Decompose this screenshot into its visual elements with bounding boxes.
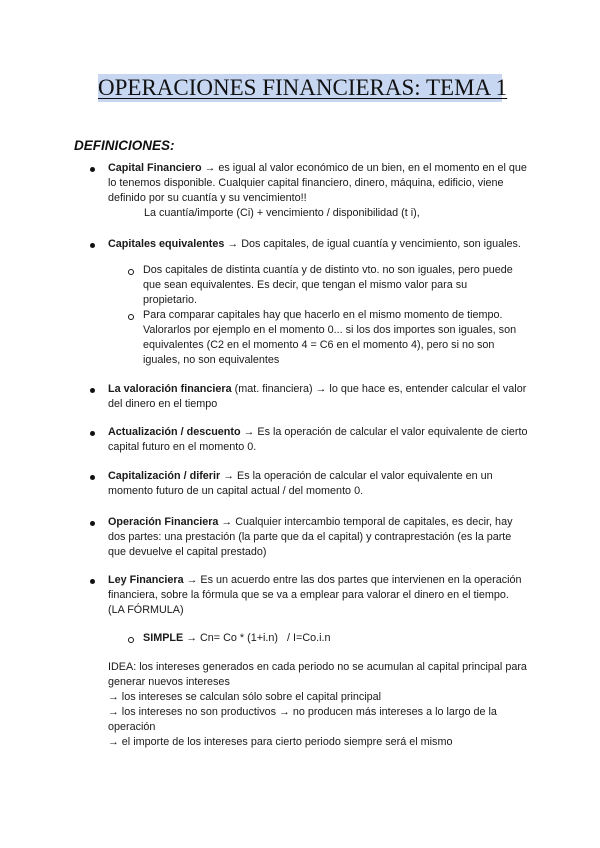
bullet-icon bbox=[90, 243, 95, 248]
definition-text: Cualquier intercambio temporal de capitales, es decir, hay dos partes: una prestación (la parte que da el capital) y contraprestación (es la parte que devuelve el capital prestado) bbox=[108, 516, 513, 558]
definition-capitales-equivalentes bbox=[108, 237, 528, 252]
definition-text: Es un acuerdo entre las dos partes que intervienen en la operación financiera, sobre la fórmula que se va a emplear para valorar el dinero en el tiempo. (LA FÓRMULA) bbox=[108, 574, 522, 616]
definition-term: Operación Financiera bbox=[108, 516, 219, 528]
definition-arrow: → bbox=[220, 470, 237, 482]
definition-term: Capitales equivalentes bbox=[108, 238, 225, 250]
definition-arrow: → bbox=[183, 574, 201, 586]
definition-capitalizacion bbox=[108, 469, 528, 499]
definition-arrow: → bbox=[218, 516, 236, 528]
idea-intro: IDEA: los intereses generados en cada periodo no se acumulan al capital principal para generar nuevos intereses bbox=[108, 661, 527, 688]
sub-bullet-icon bbox=[128, 637, 134, 643]
bullet-icon bbox=[90, 167, 95, 172]
bullet-icon bbox=[90, 388, 95, 393]
definition-actualizacion bbox=[108, 425, 528, 455]
definition-text: es igual al valor económico de un bien, en el momento en el que lo tenemos disponible. Cualquier capital financiero, dinero, máquina, edificio, viene definido por su cuantía y su vencimiento!! bbox=[108, 162, 527, 204]
sub-bullet-icon bbox=[128, 314, 134, 320]
definition-term: La valoración financiera bbox=[108, 383, 232, 395]
idea-point: → los intereses se calculan sólo sobre el capital principal bbox=[108, 691, 382, 703]
bullet-icon bbox=[90, 579, 95, 584]
idea-point: → los intereses no son productivos → no producen más intereses a lo largo de la operación bbox=[108, 706, 497, 733]
sub-point: Dos capitales de distinta cuantía y de distinto vto. no son iguales, pero puede que sean equivalentes. Es decir, que tengan el mismo valor para su propietario. bbox=[143, 264, 513, 306]
definition-operacion-financiera bbox=[108, 515, 528, 560]
formula-term: SIMPLE bbox=[143, 632, 184, 644]
definition-valoracion-financiera bbox=[108, 382, 528, 412]
idea-point: → el importe de los intereses para cierto periodo siempre será el mismo bbox=[108, 736, 453, 748]
bullet-icon bbox=[90, 431, 95, 436]
definition-note: La cuantía/importe (Ci) + vencimiento / disponibilidad (t i), bbox=[144, 207, 420, 219]
sub-bullet-icon bbox=[128, 269, 134, 275]
definition-capital-financiero bbox=[108, 161, 528, 206]
formula-text: → Cn= Co * (1+i.n) / I=Co.i.n bbox=[183, 632, 331, 644]
sub-point: Para comparar capitales hay que hacerlo en el mismo momento de tiempo. Valorarlos por ejemplo en el momento 0... si los dos importes son iguales, son equivalentes (C2 en el momento 4 = C6 en el momento 4), pero si no son iguales, no son equivalentes bbox=[143, 309, 517, 366]
definition-text: (mat. financiera) → lo que hace es, entender calcular el valor del dinero en el tiempo bbox=[108, 383, 527, 410]
definition-term: Capitalización / diferir bbox=[108, 470, 221, 482]
bullet-icon bbox=[90, 475, 95, 480]
definition-arrow: → bbox=[224, 238, 242, 250]
definition-arrow: → bbox=[240, 426, 258, 438]
definition-text: Dos capitales, de igual cuantía y vencimiento, son iguales. bbox=[241, 238, 521, 250]
definition-term: Ley Financiera bbox=[108, 574, 184, 586]
bullet-icon bbox=[90, 521, 95, 526]
definition-arrow: → bbox=[201, 162, 219, 174]
formula-simple bbox=[143, 631, 523, 646]
definition-ley-financiera bbox=[108, 573, 528, 618]
section-heading: DEFINICIONES: bbox=[74, 138, 175, 153]
definition-text: Es la operación de calcular el valor equivalente en un momento futuro de un capital actual / del momento 0. bbox=[108, 470, 493, 497]
page-title: OPERACIONES FINANCIERAS: TEMA 1 bbox=[98, 75, 508, 100]
definition-term: Capital Financiero bbox=[108, 162, 202, 174]
definition-text: Es la operación de calcular el valor equivalente de cierto capital futuro en el momento 0. bbox=[108, 426, 528, 453]
definition-term: Actualización / descuento bbox=[108, 426, 241, 438]
